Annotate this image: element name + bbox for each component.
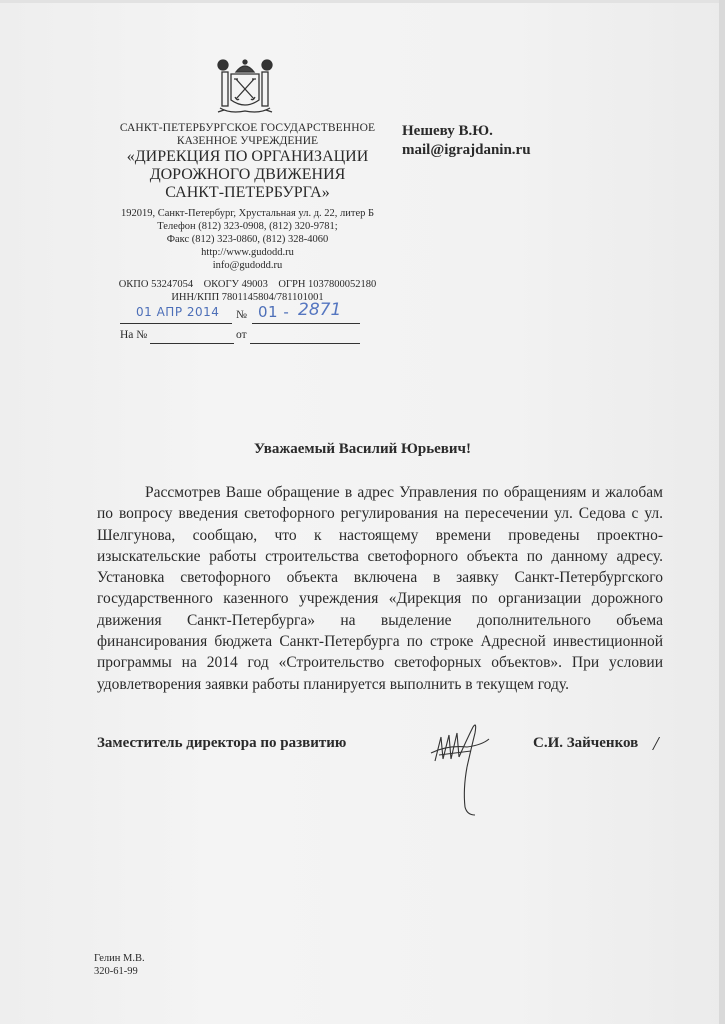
org-type-line2: КАЗЕННОЕ УЧРЕЖДЕНИЕ xyxy=(176,135,319,147)
org-phone: Телефон (812) 323-0908, (812) 320-9781; xyxy=(157,221,338,232)
executor-phone: 320-61-99 xyxy=(94,966,138,977)
executor-name: Гелин М.В. xyxy=(94,953,145,964)
scan-edge-top xyxy=(0,0,725,3)
signature-slash-mark: / xyxy=(653,733,659,755)
date-stamp: 01 АПР 2014 xyxy=(136,305,220,319)
org-email: info@gudodd.ru xyxy=(212,260,283,271)
reference-row xyxy=(120,325,365,345)
org-codes: ОКПО 53247054 ОКОГУ 49003 ОГРН 1037800052180 xyxy=(118,279,377,290)
executor-block xyxy=(94,952,145,978)
number-handwritten: 2871 xyxy=(298,300,342,320)
salutation: Уважаемый Василий Юрьевич! xyxy=(253,441,471,457)
recipient-email: mail@igrajdanin.ru xyxy=(402,142,531,158)
recipient-name: Нешеву В.Ю. xyxy=(402,123,493,139)
registration-block xyxy=(120,300,365,345)
number-stamp: 01 - xyxy=(258,303,290,321)
outgoing-registration-row xyxy=(120,300,365,325)
coat-of-arms-icon xyxy=(210,56,280,120)
handwritten-signature-icon xyxy=(427,719,527,819)
org-name-line2: ДОРОЖНОГО ДВИЖЕНИЯ xyxy=(149,166,346,183)
ref-number-label: На № xyxy=(120,329,148,341)
ref-date-underline xyxy=(250,327,360,344)
signatory-name: С.И. Зайченков xyxy=(533,735,639,751)
ref-number-underline xyxy=(150,327,234,344)
signatory-title: Заместитель директора по развитию xyxy=(97,735,347,751)
org-type-line1: САНКТ-ПЕТЕРБУРГСКОЕ ГОСУДАРСТВЕННОЕ xyxy=(119,122,376,134)
number-label: № xyxy=(236,309,247,321)
org-address: 192019, Санкт-Петербург, Хрустальная ул. д. 22, литер Б xyxy=(120,208,375,219)
org-inn-kpp: ИНН/КПП 7801145804/781101001 xyxy=(171,292,324,303)
ref-from-label: от xyxy=(236,329,247,341)
org-fax: Факс (812) 323-0860, (812) 328-4060 xyxy=(166,234,329,245)
letter-body: Рассмотрев Ваше обращение в адрес Управления по обращениям и жалобам по вопросу введения светофорного регулирования на пересечении ул. Седова с ул. Шелгунова, сообщаю, что к настоящему времени проведены проектно-изыскательские работы строительства светофорного объекта по данному адресу. Установка светофорного объекта включена в заявку Санкт-Петербургского государственного казенного учреждения «Дирекция по организации дорожного движения Санкт-Петербурга» на выделение дополнительного объема финансирования бюджета Санкт-Петербурга по строке Адресной инвестиционной программы на 2014 год «Строительство светофорных объектов». При условии удовлетворения заявки работы планируется выполнить в текущем году. xyxy=(97,484,663,693)
letterhead-block xyxy=(100,122,395,304)
org-website: http://www.gudodd.ru xyxy=(201,247,294,258)
org-name-line1: «ДИРЕКЦИЯ ПО ОРГАНИЗАЦИИ xyxy=(126,148,369,165)
org-name-line3: САНКТ-ПЕТЕРБУРГА» xyxy=(165,184,330,201)
recipient-block xyxy=(402,122,531,160)
scan-edge-right xyxy=(719,0,725,1024)
